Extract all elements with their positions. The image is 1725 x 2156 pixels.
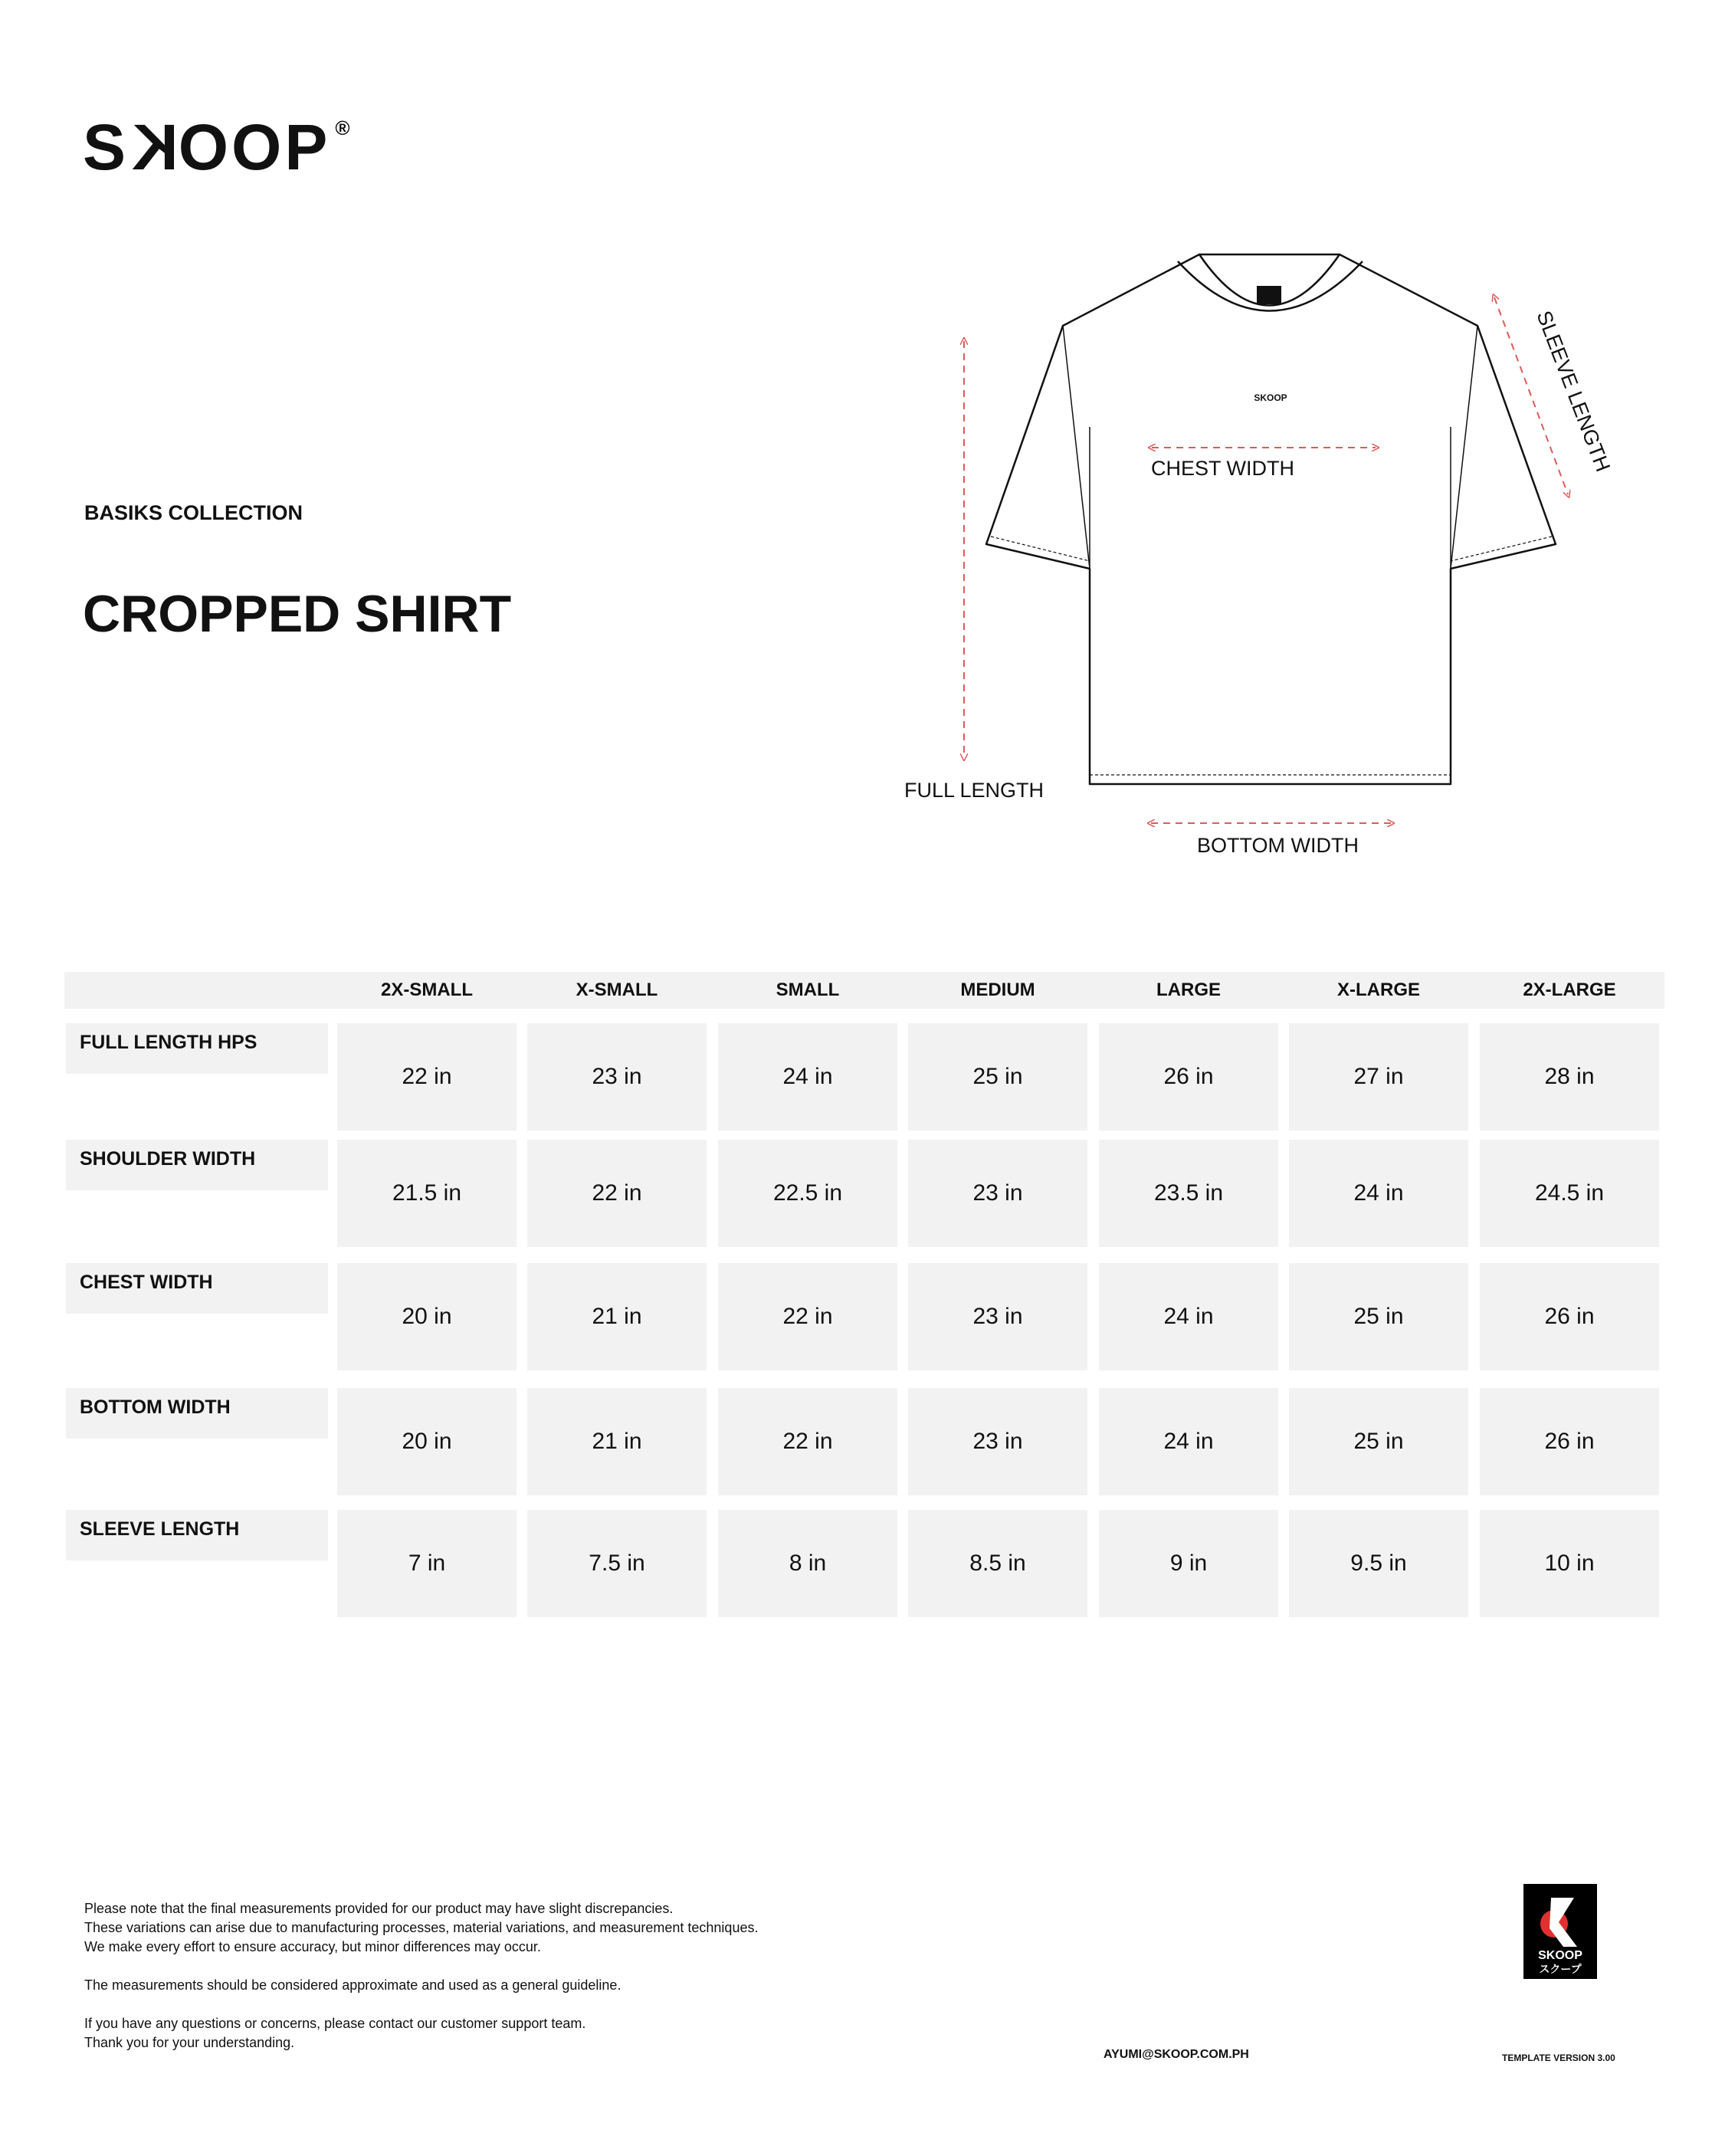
measurement-cell: 23 in	[908, 1388, 1087, 1495]
row-label: SHOULDER WIDTH	[66, 1140, 328, 1190]
size-column-header: X-LARGE	[1337, 980, 1420, 1000]
collection-name: BASIKS COLLECTION	[84, 501, 303, 524]
size-column-header: LARGE	[1156, 980, 1221, 1000]
measurement-cell: 25 in	[1289, 1388, 1468, 1495]
skoop-badge-logo	[1523, 1884, 1597, 1979]
measurement-cell: 21 in	[527, 1388, 707, 1495]
row-label: CHEST WIDTH	[66, 1263, 328, 1314]
measurement-cell: 23 in	[908, 1140, 1087, 1247]
chest-width-label: CHEST WIDTH	[1151, 457, 1294, 480]
sleeve-length-label: SLEEVE LENGTH	[1532, 307, 1615, 475]
disclaimer-line: Please note that the final measurements provided for our product may have slight discrepancies.	[84, 1901, 674, 1916]
brand-letter-s: S	[83, 111, 130, 183]
size-column-header: 2X-LARGE	[1523, 980, 1616, 1000]
brand-letters-oop: OOP	[178, 111, 331, 183]
measurement-cell: 22 in	[337, 1023, 517, 1131]
measurement-cell: 20 in	[337, 1263, 517, 1370]
measurement-cell: 24 in	[1099, 1263, 1278, 1370]
measurement-cell: 9 in	[1099, 1510, 1278, 1617]
size-column-header: X-SMALL	[576, 980, 658, 1000]
shirt-diagram	[889, 238, 1617, 889]
measurement-cell: 8.5 in	[908, 1510, 1087, 1617]
disclaimer-line: These variations can arise due to manufacturing processes, material variations, and measurement techniques.	[84, 1920, 759, 1935]
product-title: CROPPED SHIRT	[83, 585, 512, 643]
measurement-cell: 22 in	[527, 1140, 707, 1247]
measurement-cell: 9.5 in	[1289, 1510, 1468, 1617]
measurement-cell: 7.5 in	[527, 1510, 707, 1617]
size-column-header: 2X-SMALL	[381, 980, 473, 1000]
measurement-cell: 20 in	[337, 1388, 517, 1495]
registered-mark: ®	[335, 116, 353, 139]
measurement-cell: 22.5 in	[718, 1140, 897, 1247]
measurement-cell: 27 in	[1289, 1023, 1468, 1131]
shirt-print: SKOOP	[1254, 392, 1287, 403]
measurement-cell: 7 in	[337, 1510, 517, 1617]
shirt-outline	[986, 254, 1556, 784]
brand-letter-k: K	[129, 111, 179, 183]
measurement-cell: 26 in	[1480, 1263, 1659, 1370]
measurement-cell: 23.5 in	[1099, 1140, 1278, 1247]
row-label: BOTTOM WIDTH	[66, 1388, 328, 1439]
row-label: FULL LENGTH HPS	[66, 1023, 328, 1074]
measurement-cell: 10 in	[1480, 1510, 1659, 1617]
measurement-cell: 28 in	[1480, 1023, 1659, 1131]
measurement-cell: 21 in	[527, 1263, 707, 1370]
measurement-cell: 25 in	[1289, 1263, 1468, 1370]
template-version: TEMPLATE VERSION 3.00	[1502, 2053, 1615, 2063]
disclaimer-line: Thank you for your understanding.	[84, 2035, 295, 2050]
disclaimer-line	[84, 1957, 758, 1976]
disclaimer-text	[84, 1899, 758, 2053]
neck-tag	[1257, 286, 1281, 304]
measurement-cell: 23 in	[527, 1023, 707, 1131]
full-length-label: FULL LENGTH	[904, 779, 1045, 802]
measurement-cell: 21.5 in	[337, 1140, 517, 1247]
measurement-cell: 24 in	[1099, 1388, 1278, 1495]
measurement-cell: 24 in	[1289, 1140, 1468, 1247]
disclaimer-line: We make every effort to ensure accuracy, but minor differences may occur.	[84, 1939, 541, 1954]
disclaimer-line	[84, 1995, 758, 2014]
measurement-cell: 24 in	[718, 1023, 897, 1131]
measurement-cell: 22 in	[718, 1263, 897, 1370]
size-column-header: SMALL	[776, 980, 840, 1000]
bottom-width-label: BOTTOM WIDTH	[1197, 834, 1359, 857]
disclaimer-line: The measurements should be considered approximate and used as a general guideline.	[84, 1977, 621, 1993]
disclaimer-line: If you have any questions or concerns, please contact our customer support team.	[84, 2016, 586, 2031]
badge-katakana: スクープ	[1539, 1963, 1582, 1975]
contact-email: AYUMI@SKOOP.COM.PH	[1104, 2048, 1249, 2061]
measurement-cell: 25 in	[908, 1023, 1087, 1131]
size-column-header: MEDIUM	[960, 980, 1035, 1000]
measurement-cell: 26 in	[1099, 1023, 1278, 1131]
measurement-cell: 24.5 in	[1480, 1140, 1659, 1247]
brand-logo	[83, 111, 353, 183]
row-label: SLEEVE LENGTH	[66, 1510, 328, 1560]
measurement-cell: 26 in	[1480, 1388, 1659, 1495]
measurement-cell: 8 in	[718, 1510, 897, 1617]
measurement-cell: 23 in	[908, 1263, 1087, 1370]
badge-name: SKOOP	[1538, 1949, 1582, 1962]
measurement-cell: 22 in	[718, 1388, 897, 1495]
